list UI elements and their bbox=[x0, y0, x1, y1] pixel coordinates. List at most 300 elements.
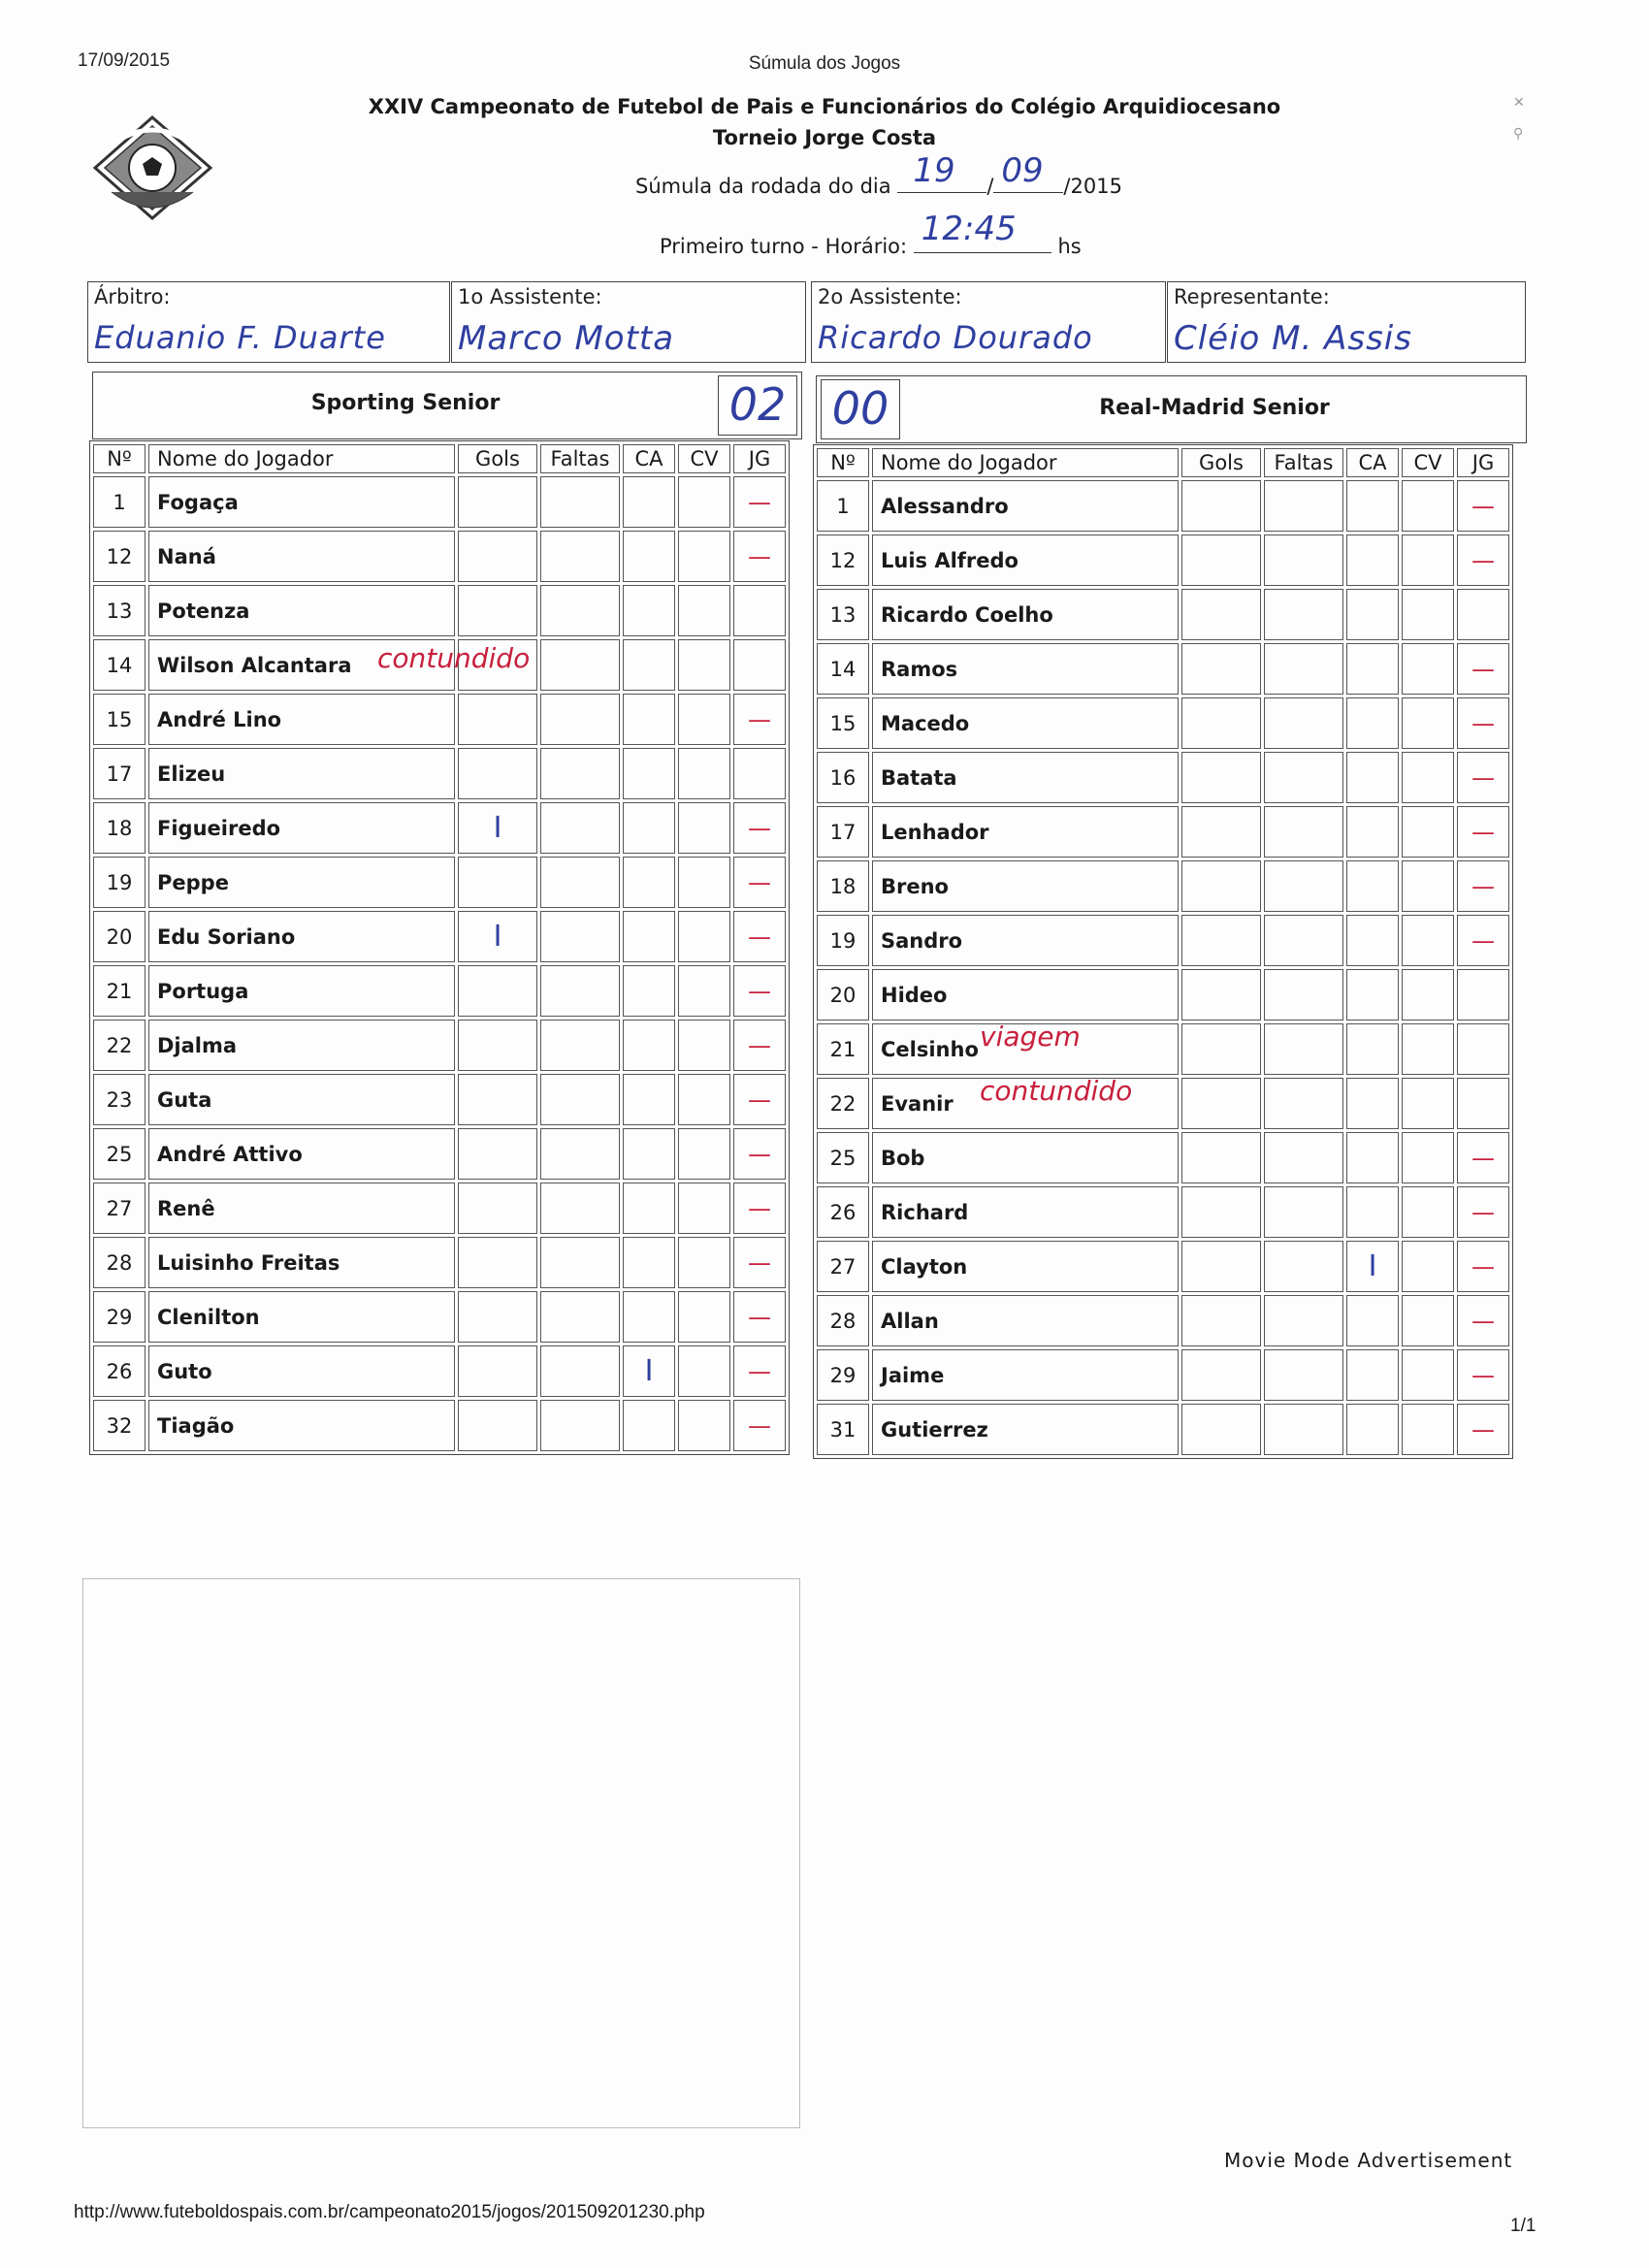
yellow-card-cell[interactable] bbox=[623, 1128, 675, 1180]
red-card-cell[interactable] bbox=[678, 1074, 730, 1125]
player-name bbox=[872, 480, 1179, 532]
played-cell[interactable] bbox=[1457, 1295, 1509, 1346]
red-card-cell[interactable] bbox=[1402, 1241, 1454, 1292]
yellow-card-cell[interactable] bbox=[623, 694, 675, 745]
red-card-cell[interactable] bbox=[1402, 860, 1454, 912]
played-cell-value: — bbox=[748, 1248, 771, 1277]
played-cell[interactable] bbox=[733, 748, 786, 799]
player-number-value: 19 bbox=[106, 870, 133, 894]
player-number-value: 27 bbox=[829, 1254, 857, 1279]
red-card-cell[interactable] bbox=[678, 1183, 730, 1234]
player-name-value: Clayton bbox=[881, 1254, 968, 1279]
player-number bbox=[93, 748, 146, 799]
pin-icon[interactable]: ⚲ bbox=[1513, 126, 1524, 142]
red-card-cell[interactable] bbox=[1402, 589, 1454, 640]
played-cell[interactable] bbox=[1457, 969, 1509, 1021]
played-cell[interactable] bbox=[733, 1345, 786, 1397]
goals-cell[interactable] bbox=[1181, 1295, 1261, 1346]
red-card-cell[interactable] bbox=[678, 1237, 730, 1288]
col-red: CV bbox=[678, 444, 730, 473]
goals-cell[interactable] bbox=[458, 748, 537, 799]
yellow-card-cell[interactable] bbox=[623, 639, 675, 691]
goals-cell[interactable] bbox=[1181, 806, 1261, 858]
player-name-value: Figueiredo bbox=[157, 816, 281, 840]
played-cell-value: — bbox=[1471, 655, 1495, 683]
table-row bbox=[93, 639, 786, 691]
close-icon[interactable]: ✕ bbox=[1513, 95, 1525, 111]
table-row bbox=[93, 585, 786, 636]
table-row bbox=[817, 1349, 1509, 1401]
fouls-cell[interactable] bbox=[540, 1400, 620, 1451]
yellow-card-cell[interactable] bbox=[623, 1400, 675, 1451]
yellow-card-cell[interactable] bbox=[1346, 1349, 1399, 1401]
player-number-value: 22 bbox=[106, 1033, 133, 1057]
player-number-value: 21 bbox=[106, 979, 133, 1003]
goals-cell[interactable] bbox=[458, 1237, 537, 1288]
fouls-cell[interactable] bbox=[1264, 643, 1343, 695]
played-cell[interactable] bbox=[733, 1237, 786, 1288]
played-cell-value: — bbox=[748, 488, 771, 516]
goals-cell[interactable] bbox=[1181, 589, 1261, 640]
yellow-card-cell[interactable] bbox=[1346, 535, 1399, 586]
fouls-cell[interactable] bbox=[1264, 535, 1343, 586]
player-name-value: Allan bbox=[881, 1309, 939, 1333]
player-name bbox=[872, 915, 1179, 966]
played-cell-value: — bbox=[1471, 926, 1495, 955]
goals-cell[interactable] bbox=[1181, 860, 1261, 912]
fouls-cell[interactable] bbox=[1264, 589, 1343, 640]
print-date: 17/09/2015 bbox=[78, 50, 171, 71]
player-number bbox=[817, 1078, 869, 1129]
played-cell[interactable] bbox=[733, 1128, 786, 1180]
goals-cell[interactable] bbox=[1181, 1023, 1261, 1075]
player-number-value: 17 bbox=[106, 761, 133, 786]
player-number-value: 13 bbox=[829, 602, 857, 627]
fouls-cell[interactable] bbox=[540, 1128, 620, 1180]
played-cell[interactable] bbox=[733, 802, 786, 854]
advertisement-label[interactable]: Movie Mode Advertisement bbox=[1224, 2149, 1513, 2172]
goals-cell[interactable] bbox=[458, 857, 537, 908]
red-card-cell[interactable] bbox=[1402, 535, 1454, 586]
yellow-card-cell[interactable] bbox=[1346, 915, 1399, 966]
goals-cell[interactable] bbox=[458, 965, 537, 1017]
championship-title: XXIV Campeonato de Futebol de Pais e Funcionários do Colégio Arquidiocesano bbox=[368, 95, 1281, 118]
goals-cell[interactable] bbox=[458, 1074, 537, 1125]
table-row bbox=[93, 1128, 786, 1180]
played-cell[interactable] bbox=[1457, 1404, 1509, 1455]
assistant2-label: 2o Assistente: bbox=[818, 285, 962, 308]
red-card-cell[interactable] bbox=[1402, 1023, 1454, 1075]
red-card-cell[interactable] bbox=[1402, 752, 1454, 803]
played-cell-value: — bbox=[1471, 1307, 1495, 1335]
player-number-value: 26 bbox=[106, 1359, 133, 1383]
player-name-value: André Lino bbox=[157, 707, 282, 731]
goals-cell[interactable] bbox=[1181, 1404, 1261, 1455]
yellow-card-cell[interactable] bbox=[1346, 697, 1399, 749]
played-cell-value: — bbox=[1471, 1415, 1495, 1443]
red-card-cell[interactable] bbox=[1402, 697, 1454, 749]
player-name bbox=[872, 1241, 1179, 1292]
red-card-cell[interactable] bbox=[1402, 806, 1454, 858]
yellow-card-cell[interactable] bbox=[623, 585, 675, 636]
referee-value: Eduanio F. Duarte bbox=[94, 319, 386, 356]
fouls-cell[interactable] bbox=[540, 1074, 620, 1125]
fouls-cell[interactable] bbox=[1264, 1295, 1343, 1346]
red-card-cell[interactable] bbox=[678, 965, 730, 1017]
played-cell-value: — bbox=[748, 1194, 771, 1222]
goals-cell[interactable] bbox=[1181, 480, 1261, 532]
table-row bbox=[817, 1186, 1509, 1238]
player-name-value: Luis Alfredo bbox=[881, 548, 1018, 572]
table-row bbox=[93, 1345, 786, 1397]
fouls-cell[interactable] bbox=[540, 965, 620, 1017]
assistant1-value: Marco Motta bbox=[458, 319, 675, 358]
yellow-card-cell[interactable] bbox=[623, 802, 675, 854]
player-name bbox=[148, 965, 455, 1017]
yellow-card-cell[interactable] bbox=[623, 748, 675, 799]
player-name bbox=[872, 589, 1179, 640]
played-cell[interactable] bbox=[733, 694, 786, 745]
representative-value: Cléio M. Assis bbox=[1174, 319, 1412, 358]
player-number-value: 32 bbox=[106, 1413, 133, 1438]
yellow-card-cell[interactable] bbox=[623, 1291, 675, 1343]
player-name-value: Fogaça bbox=[157, 490, 239, 514]
goals-cell[interactable] bbox=[458, 911, 537, 962]
goals-cell[interactable] bbox=[1181, 1186, 1261, 1238]
yellow-card-cell[interactable] bbox=[623, 1074, 675, 1125]
assistant1-box[interactable] bbox=[451, 281, 806, 363]
red-card-cell[interactable] bbox=[678, 476, 730, 528]
yellow-card-cell[interactable] bbox=[1346, 1186, 1399, 1238]
yellow-card-cell[interactable] bbox=[1346, 1078, 1399, 1129]
player-name bbox=[872, 1295, 1179, 1346]
played-cell[interactable] bbox=[1457, 1186, 1509, 1238]
yellow-card-cell[interactable] bbox=[1346, 1295, 1399, 1346]
goals-cell[interactable] bbox=[458, 1291, 537, 1343]
fouls-cell[interactable] bbox=[1264, 1078, 1343, 1129]
played-cell[interactable] bbox=[1457, 643, 1509, 695]
player-name bbox=[872, 535, 1179, 586]
player-number-value: 15 bbox=[829, 711, 857, 735]
goals-cell[interactable] bbox=[1181, 1132, 1261, 1183]
yellow-card-cell[interactable] bbox=[1346, 1241, 1399, 1292]
red-card-cell[interactable] bbox=[1402, 915, 1454, 966]
played-cell[interactable] bbox=[733, 1291, 786, 1343]
col-yellow: CA bbox=[1346, 448, 1399, 477]
fouls-cell[interactable] bbox=[540, 585, 620, 636]
player-name bbox=[872, 1132, 1179, 1183]
col-player-name: Nome do Jogador bbox=[148, 444, 455, 473]
played-cell-value: — bbox=[748, 542, 771, 570]
fouls-cell[interactable] bbox=[540, 639, 620, 691]
player-number-value: 1 bbox=[113, 490, 126, 514]
red-card-cell[interactable] bbox=[1402, 1132, 1454, 1183]
played-cell[interactable] bbox=[1457, 697, 1509, 749]
yellow-card-cell[interactable] bbox=[623, 857, 675, 908]
player-name bbox=[872, 697, 1179, 749]
yellow-card-cell[interactable] bbox=[1346, 1404, 1399, 1455]
player-name-value: Evanir bbox=[881, 1091, 954, 1116]
fouls-cell[interactable] bbox=[1264, 806, 1343, 858]
played-cell[interactable] bbox=[733, 1020, 786, 1071]
fouls-cell[interactable] bbox=[1264, 480, 1343, 532]
table-row bbox=[93, 1291, 786, 1343]
played-cell[interactable] bbox=[1457, 1349, 1509, 1401]
played-cell[interactable] bbox=[1457, 480, 1509, 532]
yellow-card-cell[interactable] bbox=[1346, 806, 1399, 858]
player-number-value: 28 bbox=[829, 1309, 857, 1333]
fouls-cell[interactable] bbox=[540, 802, 620, 854]
table-row bbox=[817, 535, 1509, 586]
red-card-cell[interactable] bbox=[678, 802, 730, 854]
page-header: Súmula dos Jogos bbox=[748, 53, 901, 74]
played-cell[interactable] bbox=[1457, 752, 1509, 803]
goals-cell[interactable] bbox=[458, 1400, 537, 1451]
assistant2-value: Ricardo Dourado bbox=[818, 319, 1093, 356]
turn-time-field[interactable] bbox=[914, 210, 1051, 253]
fouls-cell[interactable] bbox=[1264, 1404, 1343, 1455]
yellow-card-cell[interactable] bbox=[623, 1345, 675, 1397]
played-cell[interactable] bbox=[733, 639, 786, 691]
player-name-value: Elizeu bbox=[157, 761, 226, 786]
played-cell-value: — bbox=[748, 1140, 771, 1168]
player-number-value: 29 bbox=[106, 1305, 133, 1329]
player-name bbox=[872, 806, 1179, 858]
played-cell[interactable] bbox=[733, 531, 786, 582]
played-cell[interactable] bbox=[733, 1400, 786, 1451]
fouls-cell[interactable] bbox=[1264, 1186, 1343, 1238]
red-card-cell[interactable] bbox=[678, 1128, 730, 1180]
table-row bbox=[817, 860, 1509, 912]
red-card-cell[interactable] bbox=[678, 857, 730, 908]
home-score[interactable]: 02 bbox=[718, 375, 797, 436]
table-row bbox=[817, 589, 1509, 640]
player-number bbox=[93, 1291, 146, 1343]
played-cell[interactable] bbox=[1457, 860, 1509, 912]
played-cell[interactable] bbox=[733, 965, 786, 1017]
player-name bbox=[872, 1186, 1179, 1238]
played-cell[interactable] bbox=[1457, 1241, 1509, 1292]
goals-cell[interactable] bbox=[458, 802, 537, 854]
played-cell[interactable] bbox=[1457, 806, 1509, 858]
fouls-cell[interactable] bbox=[1264, 697, 1343, 749]
goals-cell[interactable] bbox=[1181, 643, 1261, 695]
fouls-cell[interactable] bbox=[1264, 1241, 1343, 1292]
table-row bbox=[817, 915, 1509, 966]
table-row bbox=[93, 802, 786, 854]
fouls-cell[interactable] bbox=[1264, 1023, 1343, 1075]
table-row bbox=[93, 857, 786, 908]
fouls-cell[interactable] bbox=[540, 694, 620, 745]
player-name-value: Hideo bbox=[881, 983, 948, 1007]
player-number-value: 17 bbox=[829, 820, 857, 844]
yellow-card-cell[interactable] bbox=[1346, 643, 1399, 695]
red-card-cell[interactable] bbox=[678, 694, 730, 745]
red-card-cell[interactable] bbox=[1402, 1349, 1454, 1401]
yellow-card-cell[interactable] bbox=[623, 476, 675, 528]
col-number: Nº bbox=[93, 444, 146, 473]
player-name-value: Renê bbox=[157, 1196, 215, 1220]
table-row bbox=[93, 911, 786, 962]
yellow-card-cell[interactable] bbox=[623, 1237, 675, 1288]
goals-cell[interactable] bbox=[458, 476, 537, 528]
player-name-value: Potenza bbox=[157, 599, 250, 623]
col-player-name: Nome do Jogador bbox=[872, 448, 1179, 477]
played-cell[interactable] bbox=[1457, 1023, 1509, 1075]
red-card-cell[interactable] bbox=[1402, 969, 1454, 1021]
red-card-cell[interactable] bbox=[678, 911, 730, 962]
fouls-cell[interactable] bbox=[1264, 969, 1343, 1021]
red-card-cell[interactable] bbox=[1402, 1078, 1454, 1129]
red-card-cell[interactable] bbox=[1402, 1186, 1454, 1238]
red-card-cell[interactable] bbox=[678, 1020, 730, 1071]
yellow-card-cell[interactable] bbox=[1346, 752, 1399, 803]
player-number bbox=[93, 585, 146, 636]
played-cell[interactable] bbox=[1457, 535, 1509, 586]
red-card-cell[interactable] bbox=[1402, 1404, 1454, 1455]
player-name-value: Guta bbox=[157, 1087, 212, 1112]
goals-cell[interactable] bbox=[458, 585, 537, 636]
fouls-cell[interactable] bbox=[540, 476, 620, 528]
col-played: JG bbox=[733, 444, 786, 473]
fouls-cell[interactable] bbox=[1264, 1132, 1343, 1183]
played-cell[interactable] bbox=[733, 585, 786, 636]
yellow-card-cell[interactable] bbox=[1346, 480, 1399, 532]
goals-cell[interactable] bbox=[1181, 1349, 1261, 1401]
player-note: viagem bbox=[980, 1021, 1081, 1053]
fouls-cell[interactable] bbox=[540, 911, 620, 962]
goals-cell[interactable] bbox=[1181, 697, 1261, 749]
player-number bbox=[817, 535, 869, 586]
player-number bbox=[93, 1183, 146, 1234]
played-cell[interactable] bbox=[1457, 589, 1509, 640]
table-row bbox=[93, 694, 786, 745]
yellow-card-cell[interactable] bbox=[623, 1183, 675, 1234]
yellow-card-cell[interactable] bbox=[1346, 860, 1399, 912]
player-name bbox=[148, 857, 455, 908]
fouls-cell[interactable] bbox=[540, 1237, 620, 1288]
fouls-cell[interactable] bbox=[540, 1020, 620, 1071]
played-cell-value: — bbox=[748, 1085, 771, 1114]
away-score[interactable]: 00 bbox=[821, 379, 900, 439]
played-cell[interactable] bbox=[1457, 915, 1509, 966]
played-cell[interactable] bbox=[733, 1183, 786, 1234]
red-card-cell[interactable] bbox=[1402, 643, 1454, 695]
red-card-cell[interactable] bbox=[678, 748, 730, 799]
player-number-value: 12 bbox=[829, 548, 857, 572]
fouls-cell[interactable] bbox=[540, 1291, 620, 1343]
fouls-cell[interactable] bbox=[1264, 915, 1343, 966]
referee-box[interactable] bbox=[87, 281, 450, 363]
yellow-card-cell[interactable] bbox=[623, 531, 675, 582]
table-row bbox=[93, 1020, 786, 1071]
yellow-card-cell[interactable] bbox=[623, 1020, 675, 1071]
player-number-value: 1 bbox=[836, 494, 850, 518]
played-cell[interactable] bbox=[1457, 1132, 1509, 1183]
player-number bbox=[817, 1404, 869, 1455]
player-number-value: 23 bbox=[106, 1087, 133, 1112]
yellow-card-cell[interactable] bbox=[1346, 969, 1399, 1021]
red-card-cell[interactable] bbox=[1402, 480, 1454, 532]
goals-cell[interactable] bbox=[1181, 915, 1261, 966]
goals-cell[interactable] bbox=[458, 694, 537, 745]
fouls-cell[interactable] bbox=[540, 1345, 620, 1397]
player-number bbox=[93, 476, 146, 528]
played-cell-value: — bbox=[748, 1303, 771, 1331]
fouls-cell[interactable] bbox=[1264, 752, 1343, 803]
red-card-cell[interactable] bbox=[1402, 1295, 1454, 1346]
goals-cell[interactable] bbox=[1181, 1078, 1261, 1129]
red-card-cell[interactable] bbox=[678, 585, 730, 636]
player-number-value: 14 bbox=[106, 653, 133, 677]
red-card-cell[interactable] bbox=[678, 1400, 730, 1451]
played-cell-value: — bbox=[1471, 818, 1495, 846]
red-card-cell[interactable] bbox=[678, 1291, 730, 1343]
table-row bbox=[817, 752, 1509, 803]
played-cell-value: — bbox=[748, 868, 771, 896]
goals-cell[interactable] bbox=[458, 531, 537, 582]
fouls-cell[interactable] bbox=[540, 857, 620, 908]
played-cell-value: — bbox=[748, 1411, 771, 1440]
played-cell[interactable] bbox=[733, 857, 786, 908]
goals-cell[interactable] bbox=[458, 1020, 537, 1071]
player-name-value: Naná bbox=[157, 544, 216, 568]
player-name-value: Breno bbox=[881, 874, 949, 898]
goals-cell[interactable] bbox=[1181, 535, 1261, 586]
yellow-card-cell[interactable] bbox=[623, 911, 675, 962]
goals-cell[interactable] bbox=[1181, 752, 1261, 803]
player-number bbox=[817, 589, 869, 640]
played-cell[interactable] bbox=[733, 1074, 786, 1125]
player-number bbox=[93, 639, 146, 691]
fouls-cell[interactable] bbox=[540, 748, 620, 799]
played-cell[interactable] bbox=[1457, 1078, 1509, 1129]
player-name-value: Djalma bbox=[157, 1033, 238, 1057]
red-card-cell[interactable] bbox=[678, 639, 730, 691]
player-number bbox=[93, 1020, 146, 1071]
goals-cell[interactable] bbox=[458, 1345, 537, 1397]
player-name bbox=[148, 1074, 455, 1125]
goals-cell[interactable] bbox=[458, 1128, 537, 1180]
played-cell[interactable] bbox=[733, 911, 786, 962]
yellow-card-cell[interactable] bbox=[623, 965, 675, 1017]
col-goals: Gols bbox=[458, 444, 537, 473]
fouls-cell[interactable] bbox=[1264, 1349, 1343, 1401]
representative-box[interactable] bbox=[1167, 281, 1526, 363]
red-card-cell[interactable] bbox=[678, 531, 730, 582]
played-cell[interactable] bbox=[733, 476, 786, 528]
red-card-cell[interactable] bbox=[678, 1345, 730, 1397]
yellow-card-cell[interactable] bbox=[1346, 589, 1399, 640]
round-day-field[interactable] bbox=[897, 151, 986, 193]
yellow-card-cell[interactable] bbox=[1346, 1023, 1399, 1075]
fouls-cell[interactable] bbox=[540, 531, 620, 582]
yellow-card-cell[interactable] bbox=[1346, 1132, 1399, 1183]
round-month-field[interactable] bbox=[993, 151, 1063, 193]
table-row bbox=[817, 1023, 1509, 1075]
turn-time-value: 12:45 bbox=[921, 210, 1017, 248]
player-name bbox=[872, 1349, 1179, 1401]
player-name bbox=[872, 1404, 1179, 1455]
goals-cell[interactable] bbox=[1181, 1241, 1261, 1292]
goals-cell[interactable] bbox=[458, 1183, 537, 1234]
fouls-cell[interactable] bbox=[1264, 860, 1343, 912]
col-yellow: CA bbox=[623, 444, 675, 473]
fouls-cell[interactable] bbox=[540, 1183, 620, 1234]
player-number bbox=[93, 1074, 146, 1125]
assistant2-box[interactable] bbox=[811, 281, 1166, 363]
goals-cell[interactable] bbox=[1181, 969, 1261, 1021]
